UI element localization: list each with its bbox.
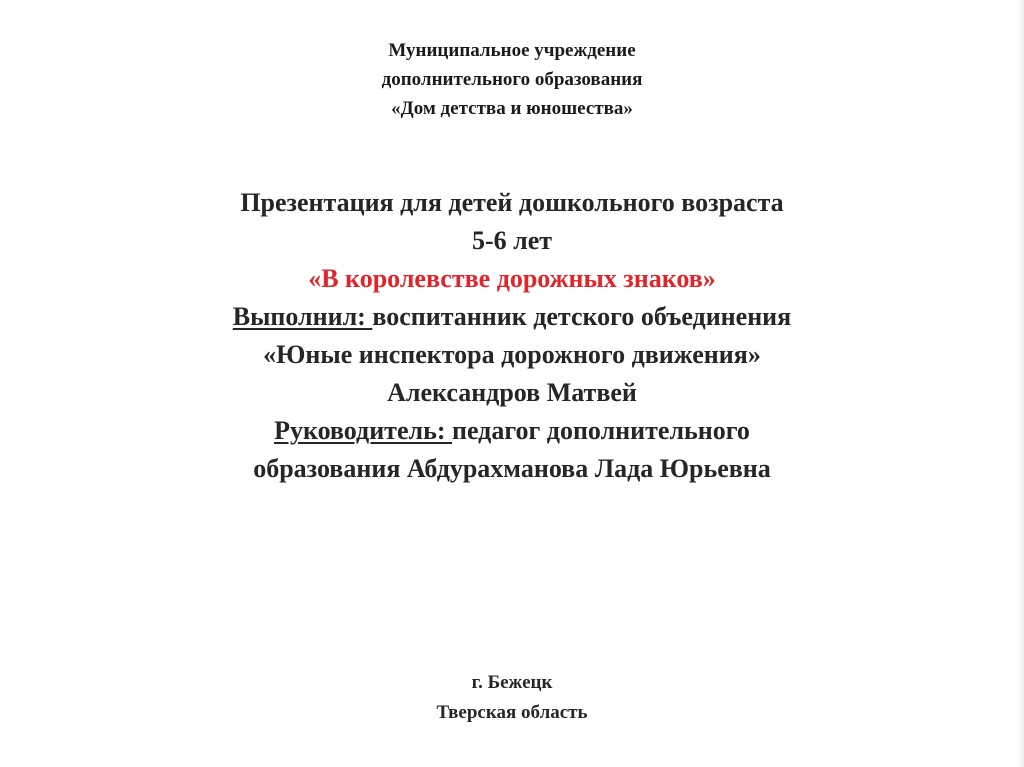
organization-line-1: Муниципальное учреждение <box>388 40 636 61</box>
group-name: «Юные инспектора дорожного движения» <box>263 340 761 369</box>
presentation-title: «В королевстве дорожных знаков» <box>308 264 716 293</box>
author-label: Выполнил: <box>232 302 373 331</box>
supervisor-label: Руководитель: <box>274 416 452 445</box>
author-description: воспитанник детского объединения <box>372 302 792 331</box>
organization-line-2: дополнительного образования <box>381 69 643 90</box>
presentation-age: 5-6 лет <box>471 226 553 255</box>
presentation-audience: Презентация для детей дошкольного возраста <box>240 188 784 217</box>
supervisor-line <box>0 412 1024 450</box>
city: г. Бежецк <box>471 672 553 693</box>
organization-header <box>0 36 1024 123</box>
location-footer <box>0 668 1024 728</box>
supervisor-name: образования Абдурахманова Лада Юрьевна <box>253 454 771 483</box>
author-line <box>0 298 1024 336</box>
organization-line-3: «Дом детства и юношества» <box>391 98 633 119</box>
slide-edge-shadow <box>1018 0 1024 767</box>
supervisor-description: педагог дополнительного <box>452 416 750 445</box>
region: Тверская область <box>436 702 588 723</box>
author-name: Александров Матвей <box>387 378 637 407</box>
presentation-info <box>0 184 1024 488</box>
